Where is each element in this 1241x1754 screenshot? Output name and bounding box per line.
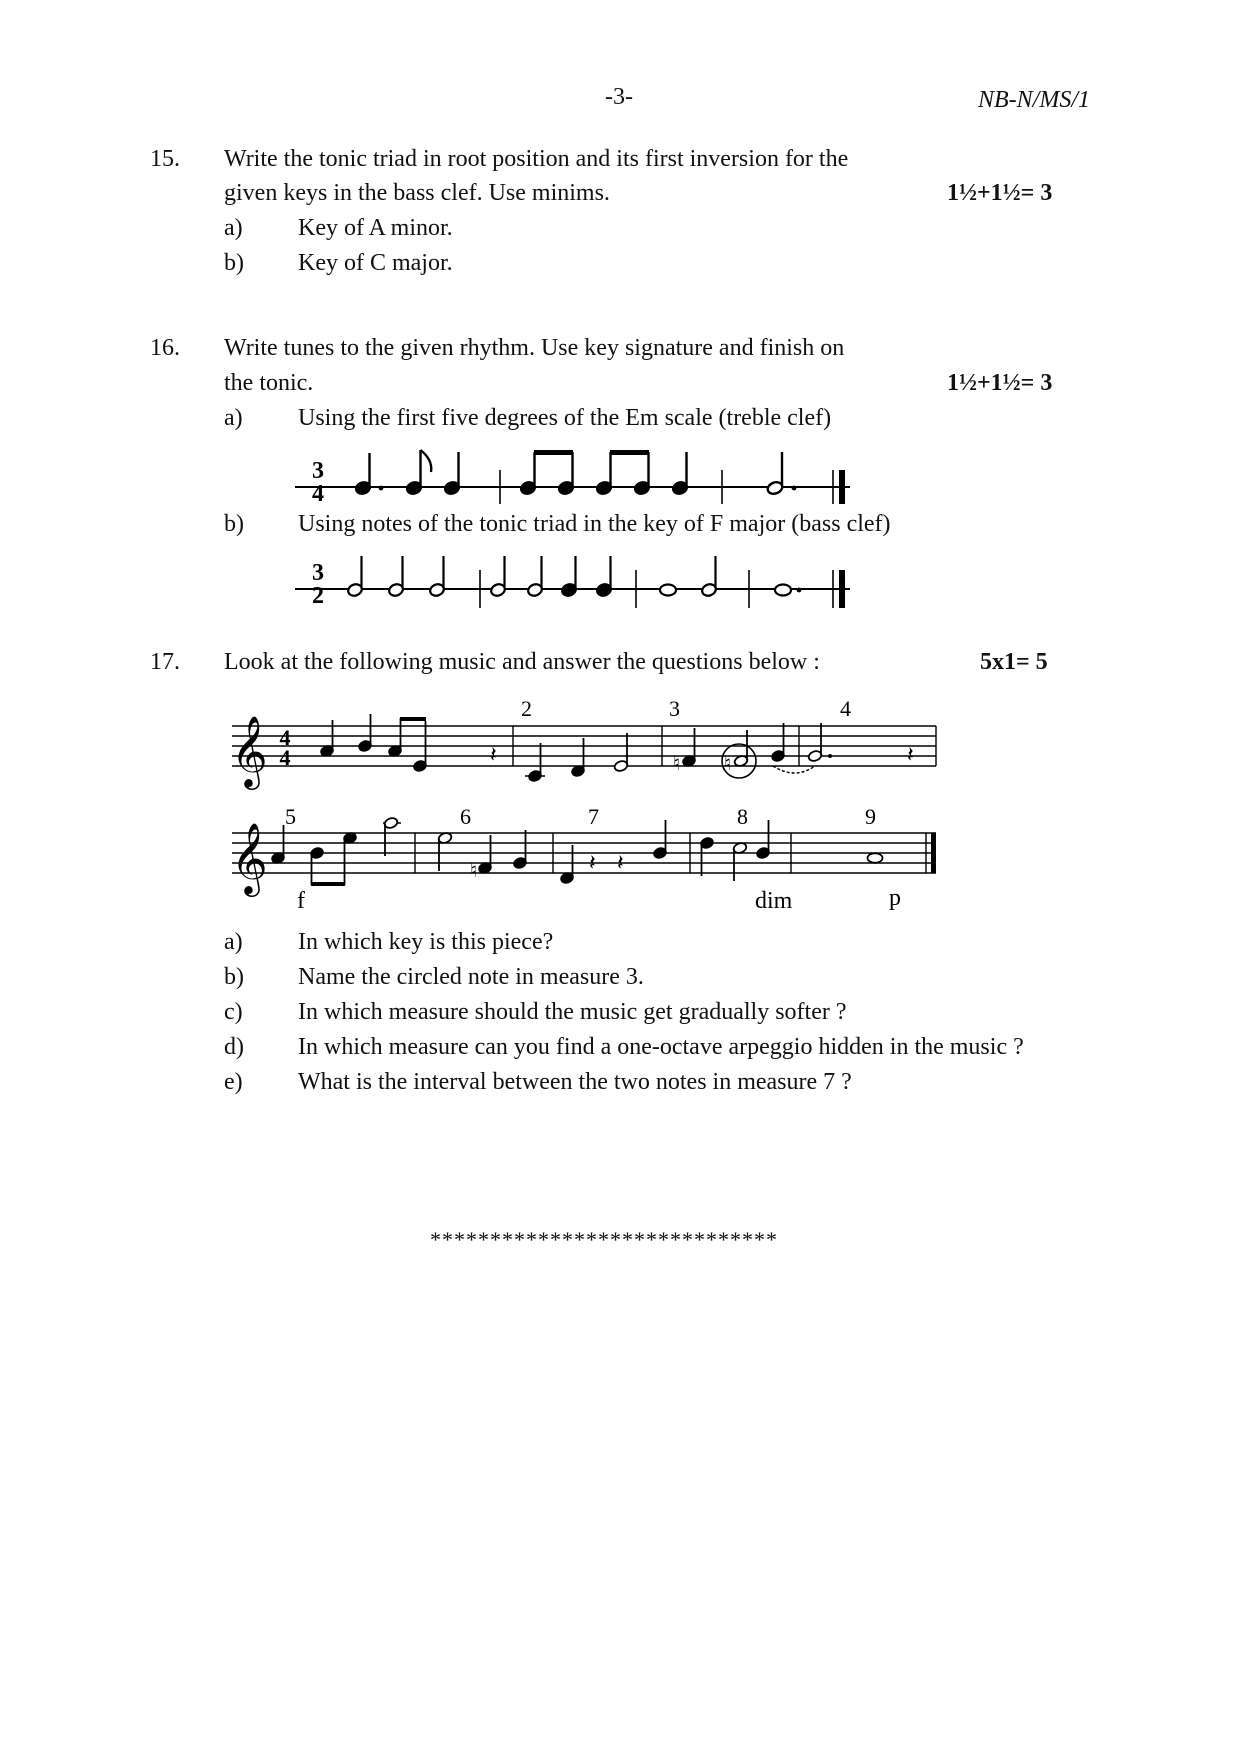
q16-text-line1: Write tunes to the given rhythm. Use key signature and finish on [224, 335, 845, 361]
q15-b-text: Key of C major. [298, 250, 453, 276]
end-of-paper-stars: ***************************** [430, 1227, 778, 1252]
q15-b-label: b) [224, 250, 244, 276]
measure-number: 3 [669, 696, 680, 721]
q16-b-label: b) [224, 511, 244, 537]
rhythm-a-time-top: 3 [312, 458, 324, 484]
measure-number: 5 [285, 804, 296, 829]
q17-e-text: What is the interval between the two notes in measure 7 ? [298, 1069, 852, 1095]
rhythm-a-time-bottom: 4 [312, 481, 324, 507]
measure-number: 9 [865, 804, 876, 829]
q17-c-text: In which measure should the music get gradually softer ? [298, 999, 847, 1025]
paper-code: NB-N/MS/1 [978, 87, 1090, 113]
q17-a-text: In which key is this piece? [298, 929, 554, 955]
note-semibreve [660, 585, 676, 596]
note-semibreve [868, 853, 883, 863]
final-barline-thick [839, 470, 845, 504]
q17-d-text: In which measure can you find a one-octave arpeggio hidden in the music ? [298, 1034, 1024, 1060]
natural-icon: ♮ [470, 858, 478, 882]
measure-number: 2 [521, 696, 532, 721]
q17-text: Look at the following music and answer the questions below : [224, 649, 820, 675]
treble-clef-icon: 𝄞 [231, 714, 268, 787]
slur [773, 766, 815, 773]
page-number: -3- [605, 84, 633, 110]
q15-text-line2: given keys in the bass clef. Use minims. [224, 180, 610, 206]
crotchet-rest-icon: 𝄽 [617, 851, 624, 876]
dynamic-forte: f [297, 888, 305, 914]
q17-marks: 5x1= 5 [980, 649, 1048, 675]
q16-marks: 1½+1½= 3 [947, 370, 1053, 396]
q17-number: 17. [150, 649, 180, 675]
rhythm-a-line [295, 440, 865, 510]
note-dotted-semibreve [775, 585, 791, 596]
staff-system-2 [232, 833, 936, 873]
q17-b-text: Name the circled note in measure 3. [298, 964, 644, 990]
final-barline-thick [839, 570, 845, 608]
q15-a-label: a) [224, 215, 243, 241]
measure-number: 8 [737, 804, 748, 829]
q16-b-text: Using notes of the tonic triad in the key of F major (bass clef) [298, 511, 891, 537]
q15-a-text: Key of A minor. [298, 215, 453, 241]
q15-text-line1: Write the tonic triad in root position and its first inversion for the [224, 146, 849, 172]
final-barline-thick [931, 833, 936, 873]
rhythm-b-time-top: 3 [312, 560, 324, 586]
q17-c-label: c) [224, 999, 243, 1025]
crotchet-rest-icon: 𝄽 [907, 743, 914, 768]
q15-marks: 1½+1½= 3 [947, 180, 1053, 206]
natural-icon: ♮ [673, 751, 681, 775]
treble-clef-icon: 𝄞 [231, 821, 268, 894]
dynamic-diminuendo: dim [755, 888, 793, 914]
natural-icon: ♮ [724, 751, 732, 775]
q16-text-line2: the tonic. [224, 370, 314, 396]
q17-a-label: a) [224, 929, 243, 955]
rhythm-b-line [295, 548, 865, 618]
q15-number: 15. [150, 146, 180, 172]
measure-number: 6 [460, 804, 471, 829]
q17-time-bottom: 4 [279, 745, 291, 770]
crotchet-rest-icon: 𝄽 [490, 743, 497, 768]
measure-number: 4 [840, 696, 851, 721]
music-score [225, 690, 945, 930]
rhythm-b-time-bottom: 2 [312, 583, 324, 609]
q17-d-label: d) [224, 1034, 244, 1060]
q17-time-top: 4 [279, 725, 291, 750]
q17-e-label: e) [224, 1069, 243, 1095]
q16-number: 16. [150, 335, 180, 361]
q16-a-text: Using the first five degrees of the Em scale (treble clef) [298, 405, 832, 431]
q17-b-label: b) [224, 964, 244, 990]
q16-a-label: a) [224, 405, 243, 431]
crotchet-rest-icon: 𝄽 [589, 851, 596, 876]
dynamic-piano: p [889, 885, 901, 911]
measure-number: 7 [588, 804, 599, 829]
